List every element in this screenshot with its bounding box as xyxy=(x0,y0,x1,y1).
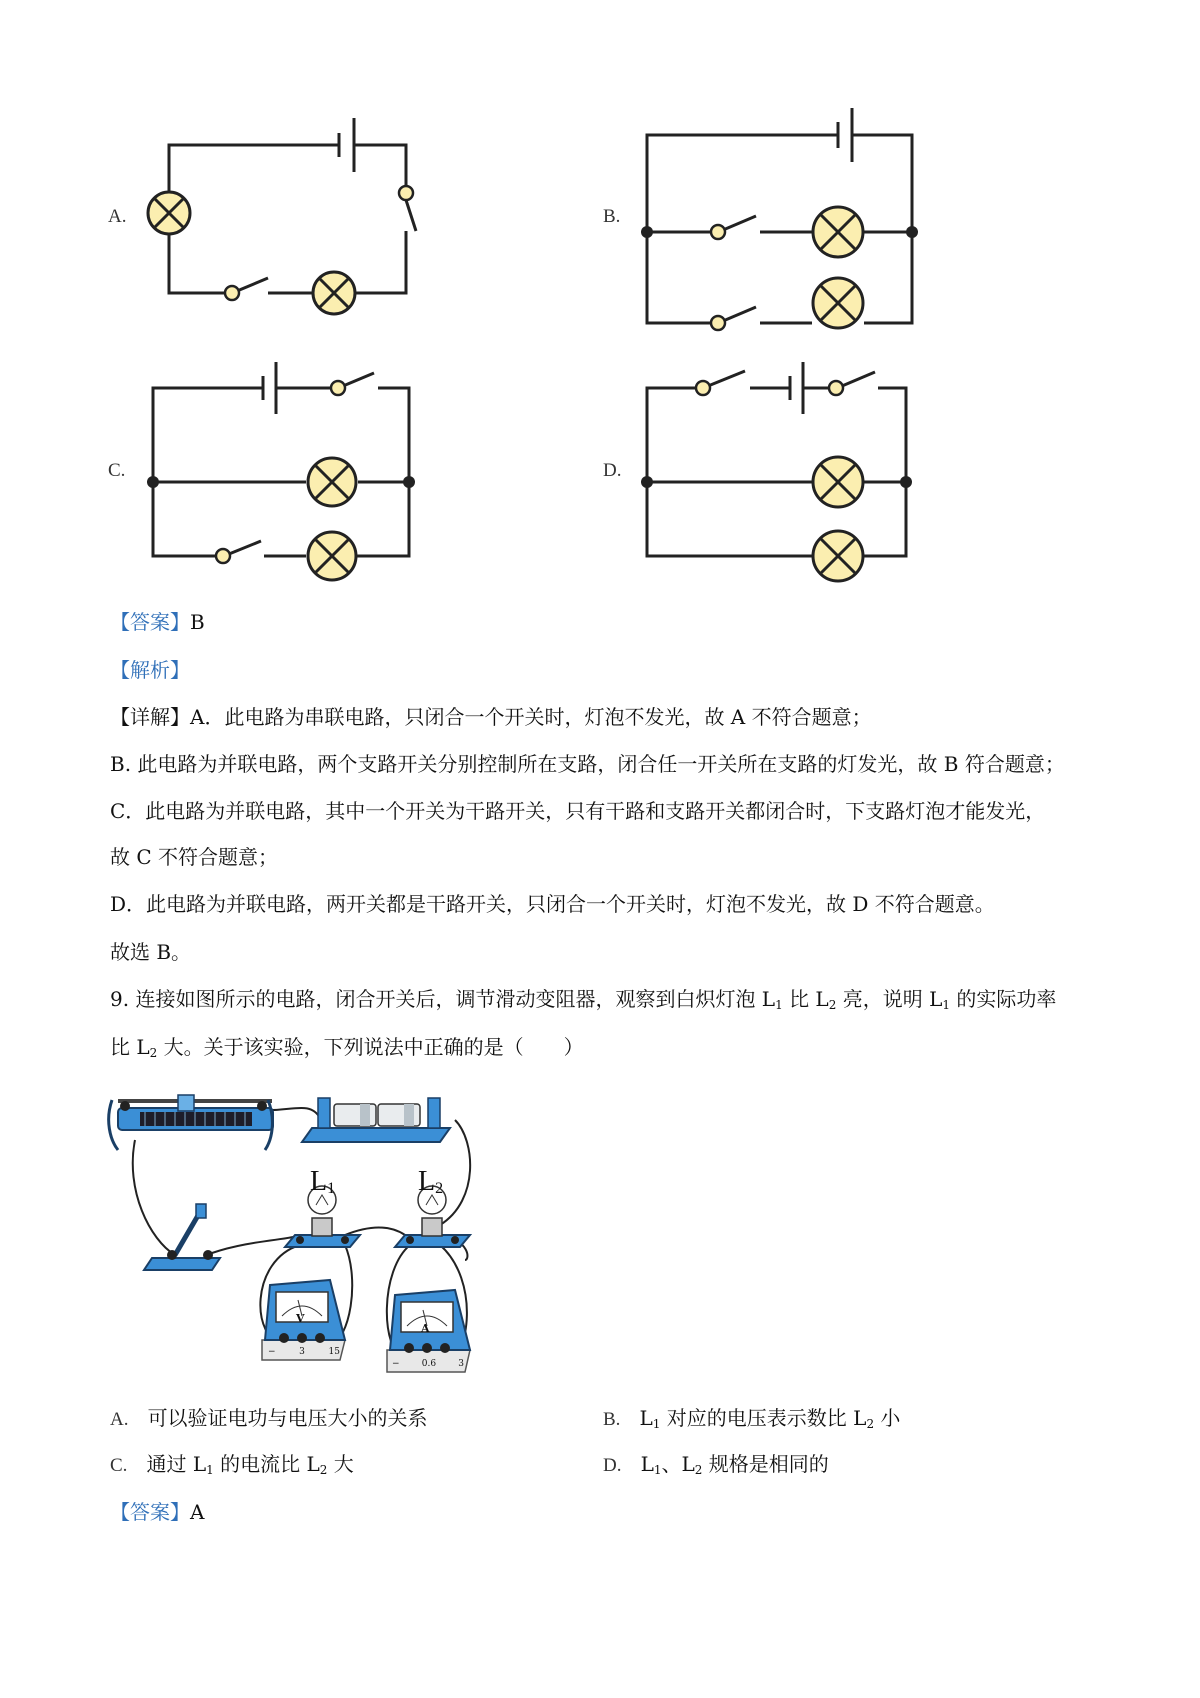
q9-text: 大。关于该实验，下列说法中正确的是（ ） xyxy=(157,1035,584,1059)
option-label: B. xyxy=(603,1409,621,1430)
terminal-label: 15 xyxy=(328,1347,340,1357)
label-text: L xyxy=(310,1166,328,1197)
detail-c-line2: 故 C 不符合题意； xyxy=(110,845,279,869)
label-text: L xyxy=(418,1166,436,1197)
option-text: L xyxy=(640,1452,654,1476)
answer-value: B xyxy=(190,610,205,634)
q9-text: 的实际功率 xyxy=(950,987,1057,1011)
bulb-l2-label xyxy=(418,1166,443,1198)
q9-option-b xyxy=(603,1404,900,1434)
detail-a-text: A．此电路为串联电路，只闭合一个开关时，灯泡不发光，故 A 不符合题意； xyxy=(190,705,872,729)
ammeter-scale xyxy=(392,1359,464,1369)
detail-d: D．此电路为并联电路，两开关都是干路开关，只闭合一个开关时，灯泡不发光，故 D 不符合题意。 xyxy=(110,892,995,916)
option-text: 规格是相同的 xyxy=(702,1452,829,1476)
answer-tag: 【答案】 xyxy=(110,610,190,634)
option-text: L xyxy=(639,1406,653,1430)
q9-text: 比 L xyxy=(782,987,829,1011)
voltmeter-scale xyxy=(268,1347,340,1357)
terminal-label: 3 xyxy=(458,1359,464,1369)
option-text: 对应的电压表示数比 L xyxy=(660,1406,867,1430)
option-text: 、L xyxy=(661,1452,695,1476)
subscript: 2 xyxy=(435,1180,444,1197)
detail-tag: 【详解】 xyxy=(110,705,190,729)
option-label: A. xyxy=(110,1409,129,1430)
option-d-label: D. xyxy=(603,460,622,481)
q9-answer xyxy=(110,1498,204,1526)
battery-holder xyxy=(302,1098,450,1142)
option-text: 的电流比 L xyxy=(213,1452,320,1476)
subscript: 1 xyxy=(653,1463,662,1477)
q9-option-a xyxy=(110,1404,428,1434)
analysis-tag: 【解析】 xyxy=(110,658,190,682)
subscript: 2 xyxy=(149,1046,158,1060)
subscript: 1 xyxy=(652,1417,661,1431)
option-b-label: B. xyxy=(603,206,621,227)
q9-text: 比 L xyxy=(110,1035,150,1059)
option-label: D. xyxy=(603,1455,622,1476)
rheostat xyxy=(109,1095,273,1150)
subscript: 2 xyxy=(319,1463,328,1477)
bulb-l1-label xyxy=(310,1166,335,1198)
answer-tag: 【答案】 xyxy=(110,1500,190,1524)
q9-option-c xyxy=(110,1450,354,1480)
ammeter-symbol: A xyxy=(421,1322,430,1335)
terminal-label: 0.6 xyxy=(421,1359,437,1369)
option-text: 小 xyxy=(874,1406,901,1430)
terminal-label: 3 xyxy=(299,1347,305,1357)
subscript: 1 xyxy=(775,998,783,1012)
terminal-label: − xyxy=(392,1359,400,1369)
option-text: 大 xyxy=(327,1452,354,1476)
subscript: 2 xyxy=(866,1417,875,1431)
subscript: 2 xyxy=(694,1463,703,1477)
conclusion: 故选 B。 xyxy=(110,940,192,964)
subscript: 2 xyxy=(828,998,837,1012)
option-text: 通过 L xyxy=(146,1452,207,1476)
q9-text: 9. 连接如图所示的电路，闭合开关后，调节滑动变阻器，观察到白炽灯泡 L xyxy=(110,987,776,1011)
option-text: 可以验证电功与电压大小的关系 xyxy=(147,1406,428,1430)
option-a-label: A. xyxy=(108,206,127,227)
q9-text: 亮，说明 L xyxy=(836,987,943,1011)
detail-c-line1: C．此电路为并联电路，其中一个开关为干路开关，只有干路和支路开关都闭合时，下支路灯泡才能发光， xyxy=(110,799,1046,823)
q9-option-d xyxy=(603,1450,829,1480)
terminal-label: − xyxy=(268,1347,276,1357)
detail-b: B. 此电路为并联电路，两个支路开关分别控制所在支路，闭合任一开关所在支路的灯发光，故 B 符合题意； xyxy=(110,752,1065,776)
subscript: 1 xyxy=(942,998,950,1012)
option-label: C. xyxy=(110,1455,128,1476)
subscript: 1 xyxy=(206,1463,214,1477)
option-c-label: C. xyxy=(108,460,126,481)
subscript: 1 xyxy=(327,1180,336,1197)
answer-value: A xyxy=(190,1500,205,1524)
voltmeter-symbol: V xyxy=(296,1312,305,1325)
